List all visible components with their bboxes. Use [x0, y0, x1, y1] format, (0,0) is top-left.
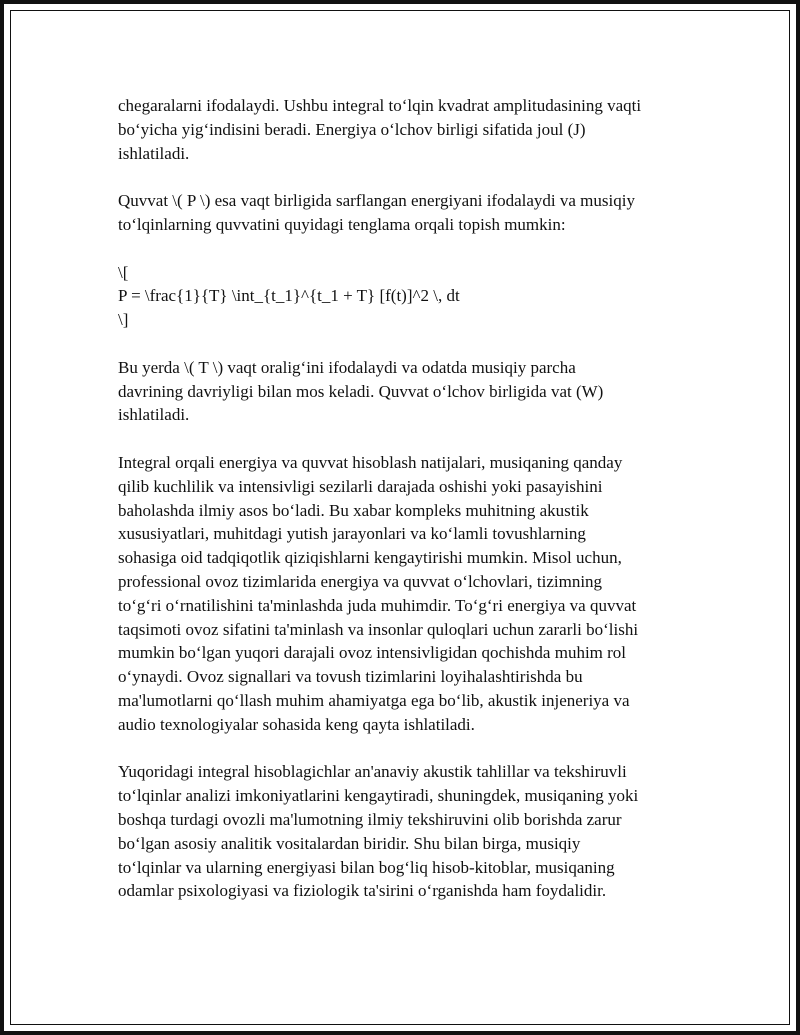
text-line: bo‘yicha yig‘indisini beradi. Energiya o‘lchov birligi sifatida joul (J): [118, 119, 586, 139]
text-line: Integral orqali energiya va quvvat hisoblash natijalari, musiqaning qanday: [118, 452, 623, 472]
paragraph-results: [118, 451, 718, 737]
text-line: to‘g‘ri o‘rnatilishini ta'minlashda juda muhimdir. To‘g‘ri energiya va quvvat: [118, 595, 637, 615]
paragraph-power-definition: [118, 189, 718, 237]
text-line: taqsimoti ovoz sifatini ta'minlash va insonlar quloqlari uchun zararli bo‘lishi: [118, 619, 639, 639]
text-line: qilib kuchlilik va intensivligi sezilarli darajada oshishi yoki pasayishini: [118, 476, 603, 496]
document-body: [118, 94, 718, 927]
text-line: boshqa turdagi ovozli ma'lumotning ilmiy tekshiruvini olib borishda zarur: [118, 809, 622, 829]
text-line: ma'lumotlarni qo‘llash muhim ahamiyatga ega bo‘lib, akustik injeneriya va: [118, 690, 630, 710]
text-line: P = \frac{1}{T} \int_{t_1}^{t_1 + T} [f(t)]^2 \, dt: [118, 286, 460, 306]
text-line: Quvvat \( P \) esa vaqt birligida sarflangan energiyani ifodalaydi va musiqiy: [118, 191, 635, 211]
text-line: to‘lqinlarning quvvatini quyidagi tenglama orqali topish mumkin:: [118, 214, 566, 234]
text-line: baholashda ilmiy asos bo‘ladi. Bu xabar kompleks muhitning akustik: [118, 500, 589, 520]
text-line: xususiyatlari, muhitdagi yutish jarayonlari va ko‘lamli tovushlarning: [118, 524, 586, 544]
text-line: mumkin bo‘lgan yuqori darajali ovoz intensivligidan qochishda muhim rol: [118, 643, 627, 663]
text-line: sohasiga oid tadqiqotlik qiziqishlarni kengaytirishi mumkin. Misol uchun,: [118, 548, 622, 568]
text-line: professional ovoz tizimlarida energiya va quvvat o‘lchovlari, tizimning: [118, 571, 603, 591]
text-line: o‘ynaydi. Ovoz signallari va tovush tizimlarini loyihalashtirishda bu: [118, 667, 583, 687]
text-line: bo‘lgan asosiy analitik vositalardan biridir. Shu bilan birga, musiqiy: [118, 833, 581, 853]
paragraph-period: [118, 356, 718, 427]
text-line: odamlar psixologiyasi va fiziologik ta'sirini o‘rganishda ham foydalidir.: [118, 881, 607, 901]
text-line: audio texnologiyalar sohasida keng qayta ishlatiladi.: [118, 714, 475, 734]
paragraph-conclusion: [118, 760, 718, 903]
paragraph-power-formula: [118, 261, 718, 332]
text-line: Bu yerda \( T \) vaqt oralig‘ini ifodalaydi va odatda musiqiy parcha: [118, 357, 576, 377]
text-line: chegaralarni ifodalaydi. Ushbu integral to‘lqin kvadrat amplitudasining vaqti: [118, 96, 642, 115]
text-line: ishlatiladi.: [118, 143, 190, 163]
text-line: davrining davriyligi bilan mos keladi. Quvvat o‘lchov birligida vat (W): [118, 381, 604, 401]
text-line: to‘lqinlar va ularning energiyasi bilan bog‘liq hisob-kitoblar, musiqaning: [118, 857, 615, 877]
paragraph-energy-units: [118, 94, 718, 165]
text-line: \]: [118, 310, 129, 330]
text-line: to‘lqinlar analizi imkoniyatlarini kengaytiradi, shuningdek, musiqaning yoki: [118, 786, 639, 806]
text-line: ishlatiladi.: [118, 405, 190, 425]
text-line: \[: [118, 262, 129, 282]
text-line: Yuqoridagi integral hisoblagichlar an'anaviy akustik tahlillar va tekshiruvli: [118, 762, 627, 782]
